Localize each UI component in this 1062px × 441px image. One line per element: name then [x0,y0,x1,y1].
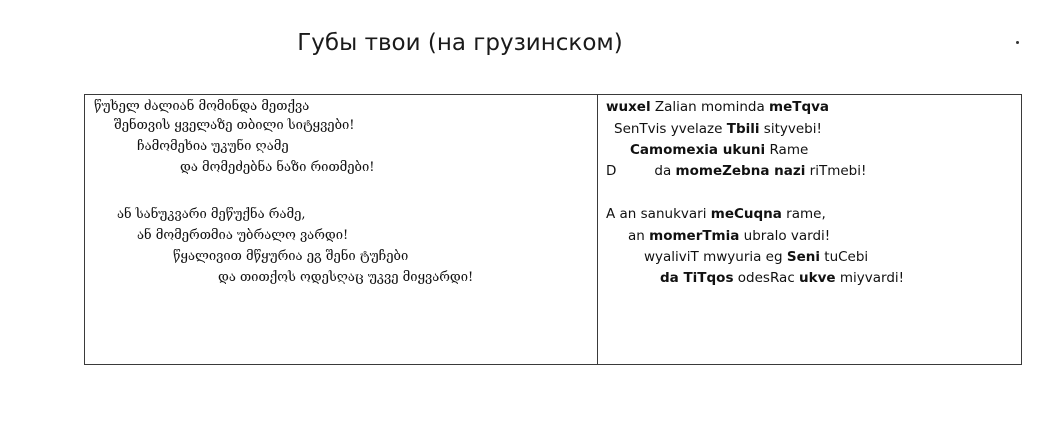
latin-text: Rame [765,142,809,158]
latin-text: tuCebi [819,249,869,265]
latin-text: momerTmia [649,228,740,244]
latin-line-6 [628,227,830,245]
latin-text: da TiTqos [660,270,734,286]
georgian-column [85,95,598,364]
latin-text: wyaliviT mwyuria eg [644,249,787,265]
latin-text: Zalian mominda [650,99,770,115]
latin-column [598,95,1021,364]
latin-text: ukve [799,270,836,286]
poem-table [84,94,1022,365]
scan-speck [1016,41,1019,44]
latin-text: ubralo vardi! [739,228,831,244]
latin-text: Tbili [726,121,760,137]
latin-text: wuxel [606,99,651,115]
page-title: Губы твои (на грузинском) [297,30,623,56]
latin-line-5 [606,205,826,223]
georgian-line-4: და მომეძებნა ნაზი რითმები! [180,160,375,175]
latin-text: D [606,163,617,179]
latin-text: momeZebna nazi [675,163,806,179]
georgian-line-3: ჩამომეხია უკუნი ღამე [137,139,289,154]
georgian-line-6: ან მომერთმია უბრალო ვარდი! [137,228,349,243]
latin-text: riTmebi! [805,163,867,179]
georgian-line-2: შენთვის ყველაზე თბილი სიტყვები! [114,118,355,133]
latin-line-1 [606,98,829,116]
latin-text: meCuqna [710,206,782,222]
latin-text: sityvebi! [759,121,822,137]
latin-text: da [654,163,676,179]
latin-line-2 [614,120,822,138]
latin-text: Camomexia ukuni [630,142,766,158]
georgian-line-7: წყალივით მწყურია ეგ შენი ტუჩები [173,249,409,264]
latin-line-8 [660,269,904,287]
latin-text: meTqva [769,99,830,115]
latin-text: Seni [786,249,820,265]
georgian-line-8: და თითქოს ოდესღაც უკვე მიყვარდი! [218,270,474,285]
latin-text: rame, [781,206,826,222]
latin-line-4 [606,162,866,180]
latin-text: odesRac [733,270,800,286]
latin-line-7 [644,248,868,266]
latin-text: miyvardi! [835,270,905,286]
latin-text: an [628,228,650,244]
latin-line-3 [630,141,808,159]
latin-text: SenTvis yvelaze [614,121,727,137]
latin-text: A an sanukvari [606,206,711,222]
georgian-line-1: წუხელ ძალიან მომინდა მეთქვა [94,99,310,114]
georgian-line-5: ან სანუკვარი მეწუქნა რამე, [117,207,306,222]
